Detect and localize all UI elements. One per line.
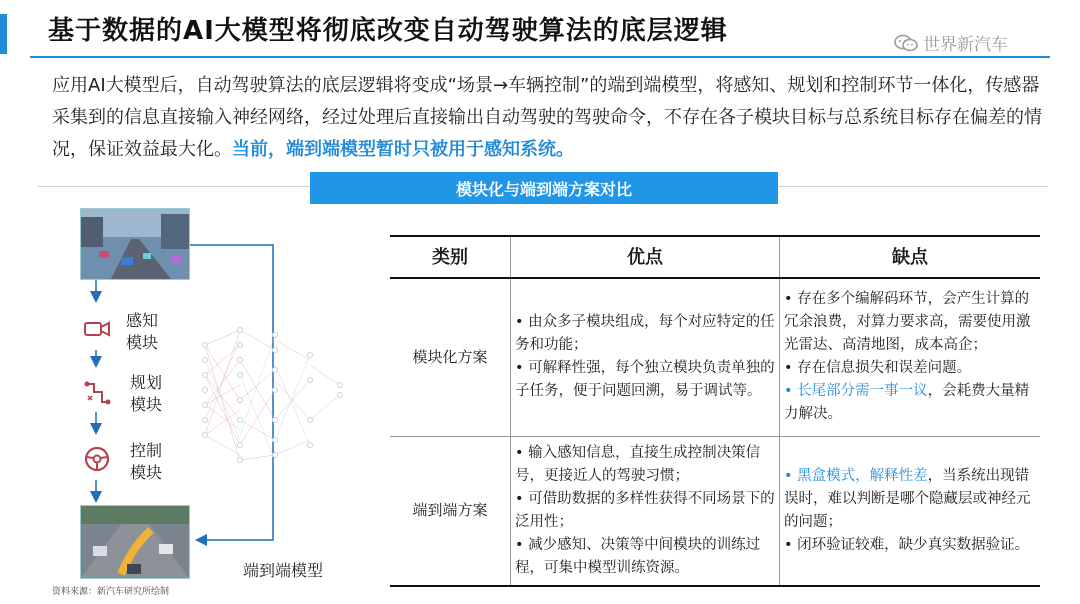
row-category: 模块化方案 — [390, 278, 511, 436]
row-cons: • 存在多个编解码环节，会产生计算的冗余浪费，对算力要求高，需要使用激光雷达、高清地图，成本高企； • 存在信息损失和误差问题。 • 长尾部分需一事一议，会耗费大量精力解决。 — [780, 278, 1041, 436]
intro-text: 应用AI大模型后，自动驾驶算法的底层逻辑将变成“场景→车辆控制”的端到端模型，将感知、规划和控制环节一体化，传感器采集到的信息直接输入神经网络，经过处理后直接输出自动驾驶的驾驶命令，不存在各子模块目标与总系统目标存在偏差的情况，保证效益最大化。 — [52, 75, 1042, 160]
comparison-banner: 模块化与端到端方案对比 — [310, 172, 778, 204]
intro-highlight: 当前，端到端模型暂时只被用于感知系统。 — [232, 139, 574, 160]
row-pros: • 由众多子模块组成，每个对应特定的任务和功能； • 可解释性强，每个独立模块负责单独的子任务，便于问题回溯，易于调试等。 — [511, 278, 780, 436]
route-icon — [82, 378, 112, 408]
street-scene-image — [80, 208, 190, 280]
perception-module-label: 感知 模块 — [126, 311, 159, 352]
brand-logo — [893, 30, 1008, 55]
table-row — [390, 436, 1040, 586]
comparison-table — [390, 235, 1040, 587]
steering-wheel-icon — [82, 444, 112, 474]
diagram-connectors — [0, 0, 400, 604]
driving-scene-image — [80, 505, 190, 579]
table-header-row — [390, 236, 1040, 278]
wechat-icon — [893, 33, 919, 53]
page-title: 基于数据的AI大模型将彻底改变自动驾驶算法的底层逻辑 — [48, 16, 728, 46]
header-cons: 缺点 — [780, 236, 1041, 278]
row-cons: • 黑盒模式，解释性差，当系统出现错误时，难以判断是哪个隐藏层或神经元的问题； • 闭环验证较难，缺少真实数据验证。 — [780, 436, 1041, 586]
header-category: 类别 — [390, 236, 511, 278]
source-note: 资料来源：新汽车研究所绘制 — [52, 587, 170, 597]
e2e-bypass-arrow — [190, 245, 273, 540]
row-category: 端到端方案 — [390, 436, 511, 586]
e2e-model-label: 端到端模型 — [243, 561, 324, 580]
logo-text: 世界新汽车 — [923, 35, 1008, 55]
row-pros: • 输入感知信息，直接生成控制决策信号，更接近人的驾驶习惯； • 可借助数据的多样性获得不同场景下的泛用性； • 减少感知、决策等中间模块的训练过程，可集中模型训练资源。 — [511, 436, 780, 586]
planning-module-label: 规划 模块 — [130, 373, 163, 414]
camera-icon — [82, 314, 112, 344]
control-module-label: 控制 模块 — [130, 441, 163, 482]
table-row — [390, 278, 1040, 436]
header-pros: 优点 — [511, 236, 780, 278]
